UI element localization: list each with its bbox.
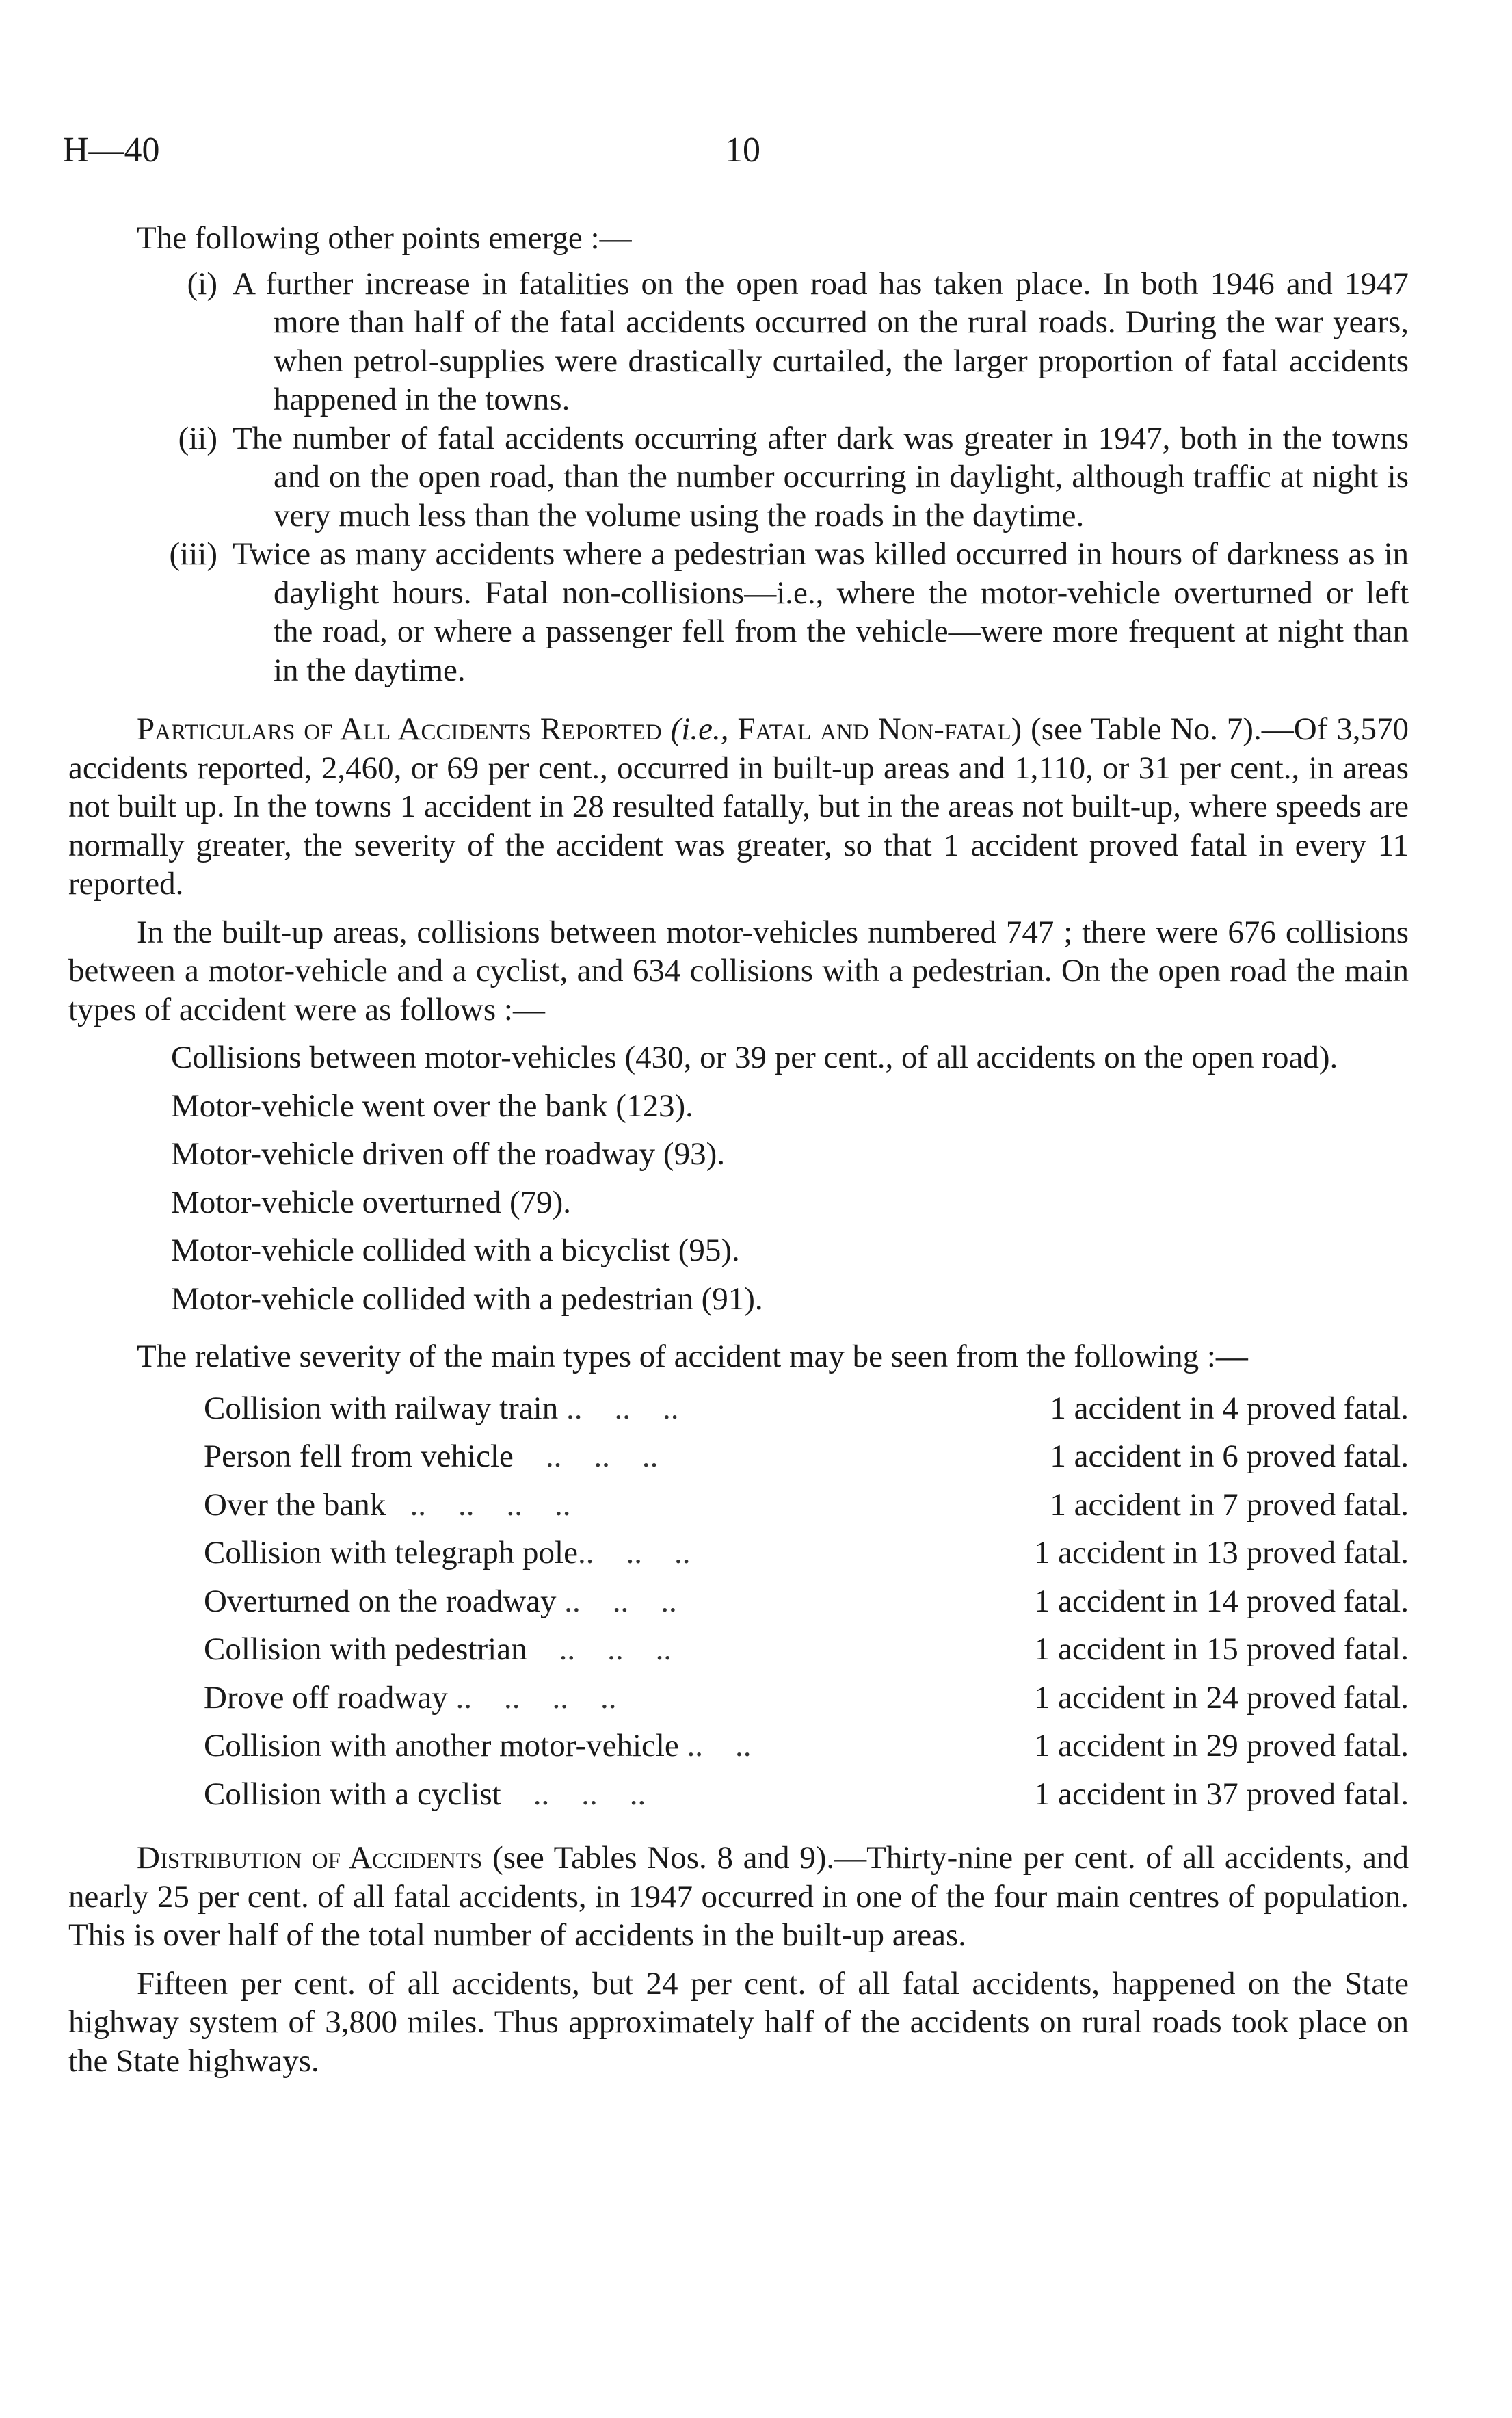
severity-value: 1 accident in 15 proved fatal. — [1033, 1631, 1409, 1667]
page-body — [68, 219, 1409, 2080]
severity-row — [204, 1625, 1409, 1674]
severity-value: 1 accident in 7 proved fatal. — [1050, 1486, 1409, 1523]
particulars-heading-ie: (i.e., — [670, 711, 729, 747]
point-item — [68, 419, 1409, 536]
point-label: (iii) — [169, 536, 217, 572]
list-item: Motor-vehicle driven off the roadway (93). — [171, 1136, 725, 1172]
leader-dots: .. .. .. — [527, 1631, 672, 1667]
severity-type: Collision with pedestrian — [204, 1631, 527, 1667]
point-label: (i) — [187, 265, 217, 302]
points-list — [68, 265, 1409, 690]
severity-row — [204, 1674, 1409, 1722]
distribution-body: (see Tables Nos. 8 and 9).—Thirty-nine per cent. of all accidents, and nearly 25 per cent. of all fatal accidents, in 1947 occurred in one of the four main centres of population. This is over half of the total number of accidents in the built-up areas. — [68, 1840, 1409, 1953]
particulars-paragraph — [68, 710, 1409, 904]
list-item: Motor-vehicle overturned (79). — [171, 1184, 572, 1220]
leader-dots: .. .. .. .. — [447, 1679, 617, 1716]
list-item: Motor-vehicle went over the bank (123). — [171, 1088, 693, 1124]
point-label: (ii) — [178, 420, 217, 456]
severity-type: Over the bank — [204, 1486, 386, 1523]
severity-type: Collision with telegraph pole — [204, 1535, 578, 1571]
particulars-heading: Particulars of All Accidents Reported — [137, 711, 662, 747]
severity-value: 1 accident in 13 proved fatal. — [1033, 1535, 1409, 1571]
severity-value: 1 accident in 6 proved fatal. — [1050, 1438, 1409, 1474]
severity-value: 1 accident in 24 proved fatal. — [1033, 1679, 1409, 1716]
severity-row — [204, 1384, 1409, 1433]
leader-dots: .. .. .. — [558, 1390, 679, 1426]
severity-row — [204, 1770, 1409, 1819]
severity-table — [204, 1384, 1409, 1819]
point-text: A further increase in fatalities on the open road has taken place. In both 1946 and 1947 more than half of the fatal accidents occurred on the rural roads. During the war years, when petrol-supplies were drastically curtailed, the larger proportion of fatal accidents happened in the towns. — [233, 265, 1409, 417]
particulars-heading-fatal: Fatal and Non-fatal) — [737, 711, 1022, 747]
intro-line: The following other points emerge :— — [137, 220, 632, 256]
severity-row — [204, 1432, 1409, 1481]
leader-dots: .. .. .. .. — [386, 1486, 571, 1523]
point-item — [68, 535, 1409, 689]
document-code: H—40 — [63, 131, 160, 170]
open-road-types-list — [171, 1038, 1409, 1318]
leader-dots: .. .. .. — [556, 1583, 677, 1619]
leader-dots: .. .. .. — [513, 1438, 659, 1474]
list-item: Motor-vehicle collided with a bicyclist (95). — [171, 1233, 740, 1268]
severity-intro: The relative severity of the main types of accident may be seen from the following :— — [137, 1339, 1248, 1374]
distribution-heading: Distribution of Accidents — [137, 1840, 483, 1876]
point-text: Twice as many accidents where a pedestrian was killed occurred in hours of darkness as in daylight hours. Fatal non-collisions—i.e., where the motor-vehicle overturned or left the road, or where a passenger fell from the vehicle—were more frequent at night than in the daytime. — [233, 536, 1409, 688]
list-item: Collisions between motor-vehicles (430, or 39 per cent., of all accidents on the open road). — [171, 1040, 1338, 1075]
highway-paragraph: Fifteen per cent. of all accidents, but 24 per cent. of all fatal accidents, happened on the State highway system of 3,800 miles. Thus approximately half of the accidents on rural roads took place on the State highways. — [68, 1965, 1409, 2079]
severity-type: Overturned on the roadway — [204, 1583, 557, 1619]
distribution-paragraph — [68, 1839, 1409, 1955]
severity-row — [204, 1722, 1409, 1770]
severity-value: 1 accident in 4 proved fatal. — [1050, 1390, 1409, 1426]
severity-value: 1 accident in 14 proved fatal. — [1033, 1583, 1409, 1619]
severity-row — [204, 1481, 1409, 1529]
severity-type: Drove off roadway — [204, 1679, 448, 1716]
builtup-paragraph: In the built-up areas, collisions between motor-vehicles numbered 747 ; there were 676 collisions between a motor-vehicle and a cyclist, and 634 collisions with a pedestrian. On the open road the main types of accident were as follows :— — [68, 914, 1409, 1027]
severity-row — [204, 1529, 1409, 1577]
severity-value: 1 accident in 29 proved fatal. — [1033, 1728, 1409, 1763]
leader-dots: .. .. — [678, 1728, 752, 1763]
severity-row — [204, 1577, 1409, 1626]
severity-type: Collision with a cyclist — [204, 1776, 501, 1812]
leader-dots: .. .. .. — [501, 1776, 646, 1812]
particulars-body: (see Table No. 7).—Of 3,570 accidents reported, 2,460, or 69 per cent., occurred in built-up areas and 1,110, or 31 per cent., in areas not built up. In the towns 1 accident in 28 resulted fatally, but in the areas not built-up, where speeds are normally greater, the severity of the accident was greater, so that 1 accident proved fatal in every 11 reported. — [68, 711, 1409, 902]
severity-type: Collision with railway train — [204, 1390, 559, 1426]
severity-type: Person fell from vehicle — [204, 1438, 514, 1474]
page-header — [63, 130, 1451, 185]
point-item — [68, 265, 1409, 419]
severity-type: Collision with another motor-vehicle — [204, 1728, 679, 1763]
page-number: 10 — [725, 131, 760, 170]
severity-value: 1 accident in 37 proved fatal. — [1033, 1776, 1409, 1812]
point-text: The number of fatal accidents occurring after dark was greater in 1947, both in the towns and on the open road, than the number occurring in daylight, although traffic at night is very much less than the volume using the roads in the daytime. — [233, 420, 1409, 534]
leader-dots: .. .. .. — [577, 1535, 691, 1571]
list-item: Motor-vehicle collided with a pedestrian (91). — [171, 1280, 763, 1317]
